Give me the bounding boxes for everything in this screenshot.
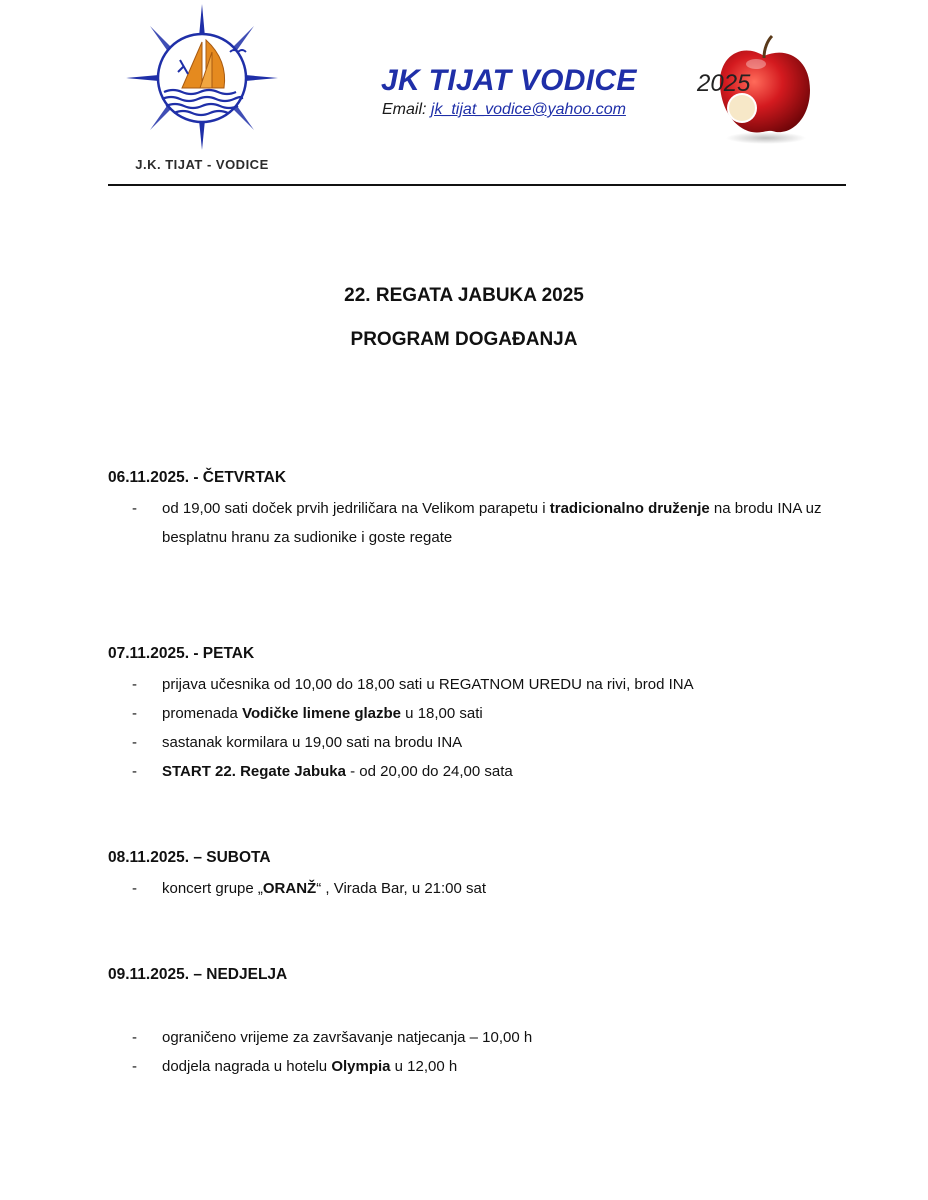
item-text: prijava učesnika od 10,00 do 18,00 sati u REGATNOM UREDU na rivi, brod INA bbox=[162, 676, 694, 693]
email-line bbox=[382, 101, 626, 119]
program-item bbox=[132, 874, 852, 903]
item-dash: - bbox=[132, 705, 137, 722]
day-heading: 09.11.2025. – NEDJELJA bbox=[108, 966, 288, 983]
program-item bbox=[132, 1052, 852, 1081]
item-text: od 19,00 sati doček prvih jedriličara na Velikom parapetu i tradicionalno druženje na brodu INA uz besplatnu hranu za sudionike i goste regate bbox=[162, 500, 822, 546]
day-heading: 06.11.2025. - ČETVRTAK bbox=[108, 469, 287, 486]
item-dash: - bbox=[132, 880, 137, 897]
email-label: Email: bbox=[382, 101, 427, 118]
program-item bbox=[132, 494, 852, 552]
item-dash: - bbox=[132, 734, 137, 751]
item-dash: - bbox=[132, 1058, 137, 1075]
item-text: koncert grupe „ORANŽ“ , Virada Bar, u 21:00 sat bbox=[162, 880, 487, 897]
item-dash: - bbox=[132, 1029, 137, 1046]
item-text: sastanak kormilara u 19,00 sati na brodu INA bbox=[162, 734, 463, 751]
header-year: 2025 bbox=[697, 70, 751, 97]
document-subtitle: PROGRAM DOGAĐANJA bbox=[350, 329, 578, 350]
day-heading: 08.11.2025. – SUBOTA bbox=[108, 849, 271, 866]
item-dash: - bbox=[132, 500, 137, 517]
program-item bbox=[132, 670, 852, 699]
header-divider bbox=[108, 184, 846, 186]
program-item bbox=[132, 728, 852, 757]
item-text: promenada Vodičke limene glazbe u 18,00 sati bbox=[162, 705, 483, 722]
document-title: 22. REGATA JABUKA 2025 bbox=[344, 285, 584, 306]
item-text: ograničeno vrijeme za završavanje natjecanja – 10,00 h bbox=[162, 1029, 533, 1046]
day-heading: 07.11.2025. - PETAK bbox=[108, 645, 255, 662]
club-logo bbox=[112, 0, 292, 180]
item-dash: - bbox=[132, 676, 137, 693]
item-text: dodjela nagrada u hotelu Olympia u 12,00 h bbox=[162, 1058, 458, 1075]
logo-caption: J.K. TIJAT - VODICE bbox=[135, 157, 269, 172]
item-dash: - bbox=[132, 763, 137, 780]
compass-sail-emblem-icon bbox=[112, 0, 292, 160]
program-item bbox=[132, 757, 852, 786]
program-item bbox=[132, 699, 852, 728]
email-link[interactable]: jk_tijat_vodice@yahoo.com bbox=[430, 101, 626, 118]
item-text: START 22. Regate Jabuka - od 20,00 do 24,00 sata bbox=[162, 763, 513, 780]
program-item bbox=[132, 1023, 852, 1052]
club-name: JK TIJAT VODICE bbox=[381, 64, 637, 97]
